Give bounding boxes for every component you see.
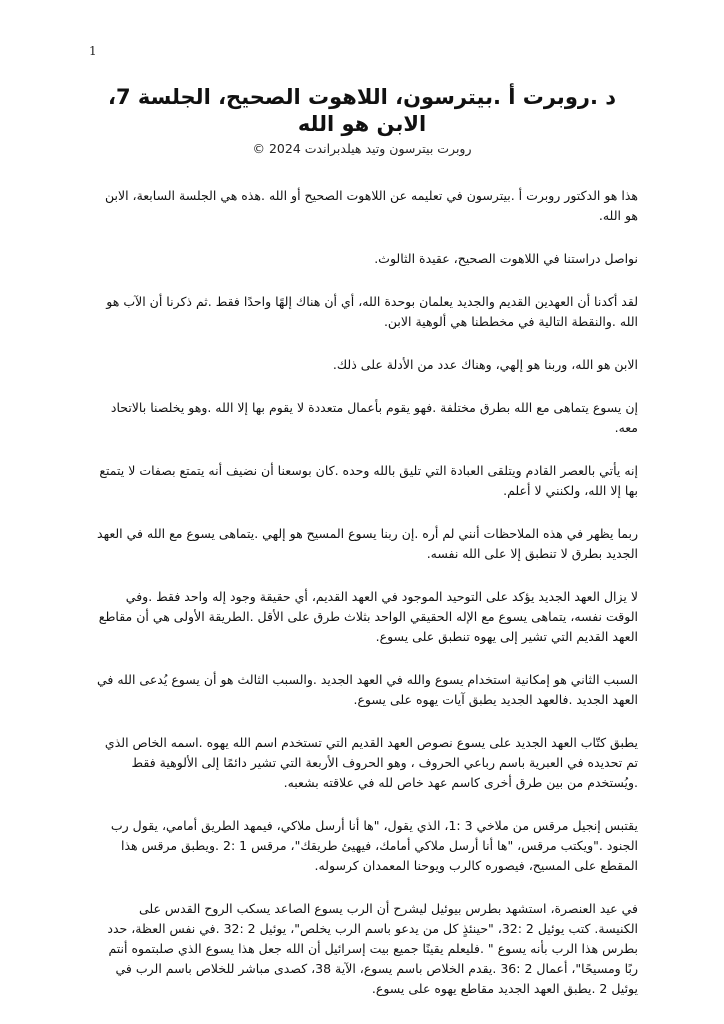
paragraph: إن يسوع يتماهى مع الله بطرق مختلفة .فهو يقوم بأعمال متعددة لا يقوم بها إلا الله .وهو يخلصنا بالاتحاد معه. (110, 400, 638, 435)
paragraph: يقتبس إنجيل مرقس من ملاخي 3 :1، الذي يقول، "ها أنا أرسل ملاكي، فيمهد الطريق أمامي، يقول رب الجنود ."ويكتب مرقس، "ها أنا أرسل ملاكي أمامك، فيهيئ طريقك"، مرقس 1 :2 .ويطبق مرقس هذا المقطع على المسيح، فيصوره كالرب ويوحنا المعمدان كرسوله. (110, 818, 638, 873)
paragraph: الابن هو الله، وربنا هو إلهي، وهناك عدد من الأدلة على ذلك. (332, 357, 638, 372)
paragraph: إنه يأتي بالعصر القادم ويتلقى العبادة التي تليق بالله وحده .كان بوسعنا أن نضيف أنه يتمتع بصفات لا يتمتع بها إلا الله، ولكنني لا أعلم. (99, 463, 638, 498)
paragraph: لا يزال العهد الجديد يؤكد على التوحيد الموجود في العهد القديم، أي حقيقة وجود إله واحد فقط .وفي الوقت نفسه، يتماهى يسوع مع الإله الحقيقي الواحد بثلاث طرق على الأقل .الطريقة الأولى هي أن مقاطع العهد القديم التي تشير إلى يهوه تنطبق على يسوع. (98, 589, 638, 644)
paragraph: لقد أكدنا أن العهدين القديم والجديد يعلمان بوحدة الله، أي أن هناك إلهًا واحدًا فقط .ثم ذكرنا أن الآب هو الله .والنقطة التالية في مخططنا هي ألوهية الابن. (106, 294, 638, 329)
paragraph: السبب الثاني هو إمكانية استخدام يسوع والله في العهد الجديد .والسبب الثالث هو أن يسوع يُدعى الله في العهد الجديد .فالعهد الجديد يطبق آيات يهوه على يسوع. (96, 672, 638, 707)
paragraph: يطبق كتّاب العهد الجديد على يسوع نصوص العهد القديم التي تستخدم اسم الله يهوه .اسمه الخاص الذي تم تحديده في العبرية باسم رباعي الحروف ، وهو الحروف الأربعة التي تشير دائمًا إلى الألوهية فقط .ويُستخدم من بين طرق أخرى كاسم عهد خاص لله في علاقته بشعبه. (104, 735, 638, 790)
page-number: 1 (89, 44, 97, 58)
document-title-line-1: د .روبرت أ .بيترسون، اللاهوت الصحيح، الجلسة 7، (107, 85, 617, 109)
paragraph: نواصل دراستنا في اللاهوت الصحيح، عقيدة الثالوث. (374, 251, 638, 266)
copyright-line: روبرت بيترسون وتيد هيلدبراندت 2024 © (252, 141, 472, 156)
paragraph: في عيد العنصرة، استشهد بطرس بيوئيل ليشرح أن الرب يسوع الصاعد يسكب الروح القدس على الكنيسة. كتب يوئيل 2 :32، "حينئذٍ كل من يدعو باسم الرب يخلص"، يوئيل 2 :32 .في نفس العظة، حدد بطرس هذا الرب بأنه يسوع " .فليعلم يقينًا جميع بيت إسرائيل أن الله جعل هذا يسوع الذي صلبتموه أنتم ربًا ومسيحًا"، أعمال 2 :36 .يقدم الخلاص باسم يسوع، الآية 38، كصدى مباشر للخلاص باسم الرب في يوئيل 2 .يطبق العهد الجديد مقاطع يهوه على يسوع. (107, 901, 638, 996)
document-body (95, 186, 638, 1022)
paragraph: هذا هو الدكتور روبرت أ .بيترسون في تعليمه عن اللاهوت الصحيح أو الله .هذه هي الجلسة السابعة، الابن هو الله. (104, 188, 638, 223)
document-header (60, 84, 664, 157)
paragraph: ربما يظهر في هذه الملاحظات أنني لم أره .إن ربنا يسوع المسيح هو إلهي .يتماهى يسوع مع الله في العهد الجديد بطرق لا تنطبق إلا على الله نفسه. (97, 526, 638, 561)
document-title-line-2: الابن هو الله (297, 112, 427, 136)
